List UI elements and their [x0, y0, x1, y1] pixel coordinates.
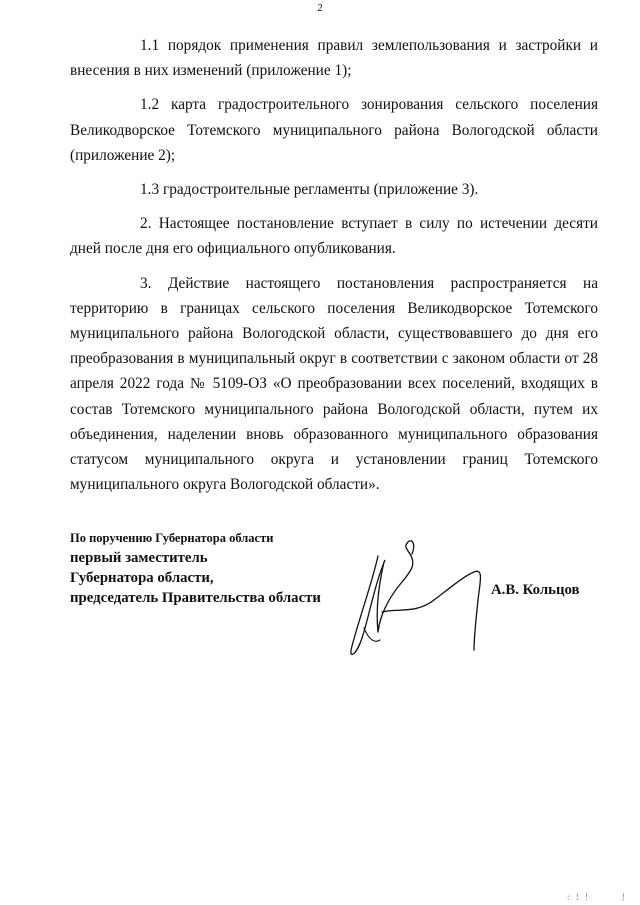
document-body — [70, 33, 598, 506]
paragraph-1-2 — [70, 92, 598, 168]
paragraph-number: 1.3 — [140, 181, 160, 199]
paragraph-text: градостроительные регламенты (приложение 3). — [162, 181, 479, 199]
signatory-title-block — [70, 529, 350, 608]
handwritten-signature — [338, 528, 488, 668]
signatory-position-line: Губернатора области, — [70, 570, 214, 586]
paragraph-1-1 — [70, 33, 598, 83]
signatory-authority-line: По поручению Губернатора области — [70, 531, 274, 545]
paragraph-text: Настоящее постановление вступает в силу по истечении десяти дней после дня его официального опубликования. — [70, 215, 598, 258]
paragraph-text: карта градостроительного зонирования сельского поселения Великодворское Тотемского муниципального района Вологодской области (приложение 2); — [70, 96, 598, 164]
paragraph-number: 2. — [140, 215, 152, 233]
paragraph-number: 1.1 — [140, 37, 160, 54]
signatory-name: А.В. Кольцов — [491, 582, 580, 598]
signatory-position-line: председатель Правительства области — [70, 590, 321, 606]
scan-artifact-mark: ! — [622, 892, 625, 902]
paragraph-number: 3. — [140, 274, 152, 292]
signatory-position-line: первый заместитель — [70, 550, 208, 566]
paragraph-3 — [70, 271, 598, 498]
paragraph-1-3 — [70, 177, 598, 202]
scan-artifact-marks: : ! ! — [567, 892, 590, 902]
paragraph-text: Действие настоящего постановления распространяется на территорию в границах сельского поселения Великодворское Тотемского муниципального района Вологодской области, существовавшего до дня его преобразования в муниципальный округ в соответствии с законом области от 28 апреля 2022 года № 5109-ОЗ «О преобразовании всех поселений, входящих в состав Тотемского муниципального района Вологодской области, путем их объединения, наделении вновь образованного муниципального образования статусом муниципального округа и установлении границ Тотемского муниципального округа Вологодской области». — [70, 274, 598, 494]
paragraph-number: 1.2 — [140, 96, 160, 114]
page-number: 2 — [317, 2, 323, 14]
paragraph-text: порядок применения правил землепользования и застройки и внесения в них изменений (приложение 1); — [70, 37, 598, 80]
paragraph-2 — [70, 211, 598, 261]
